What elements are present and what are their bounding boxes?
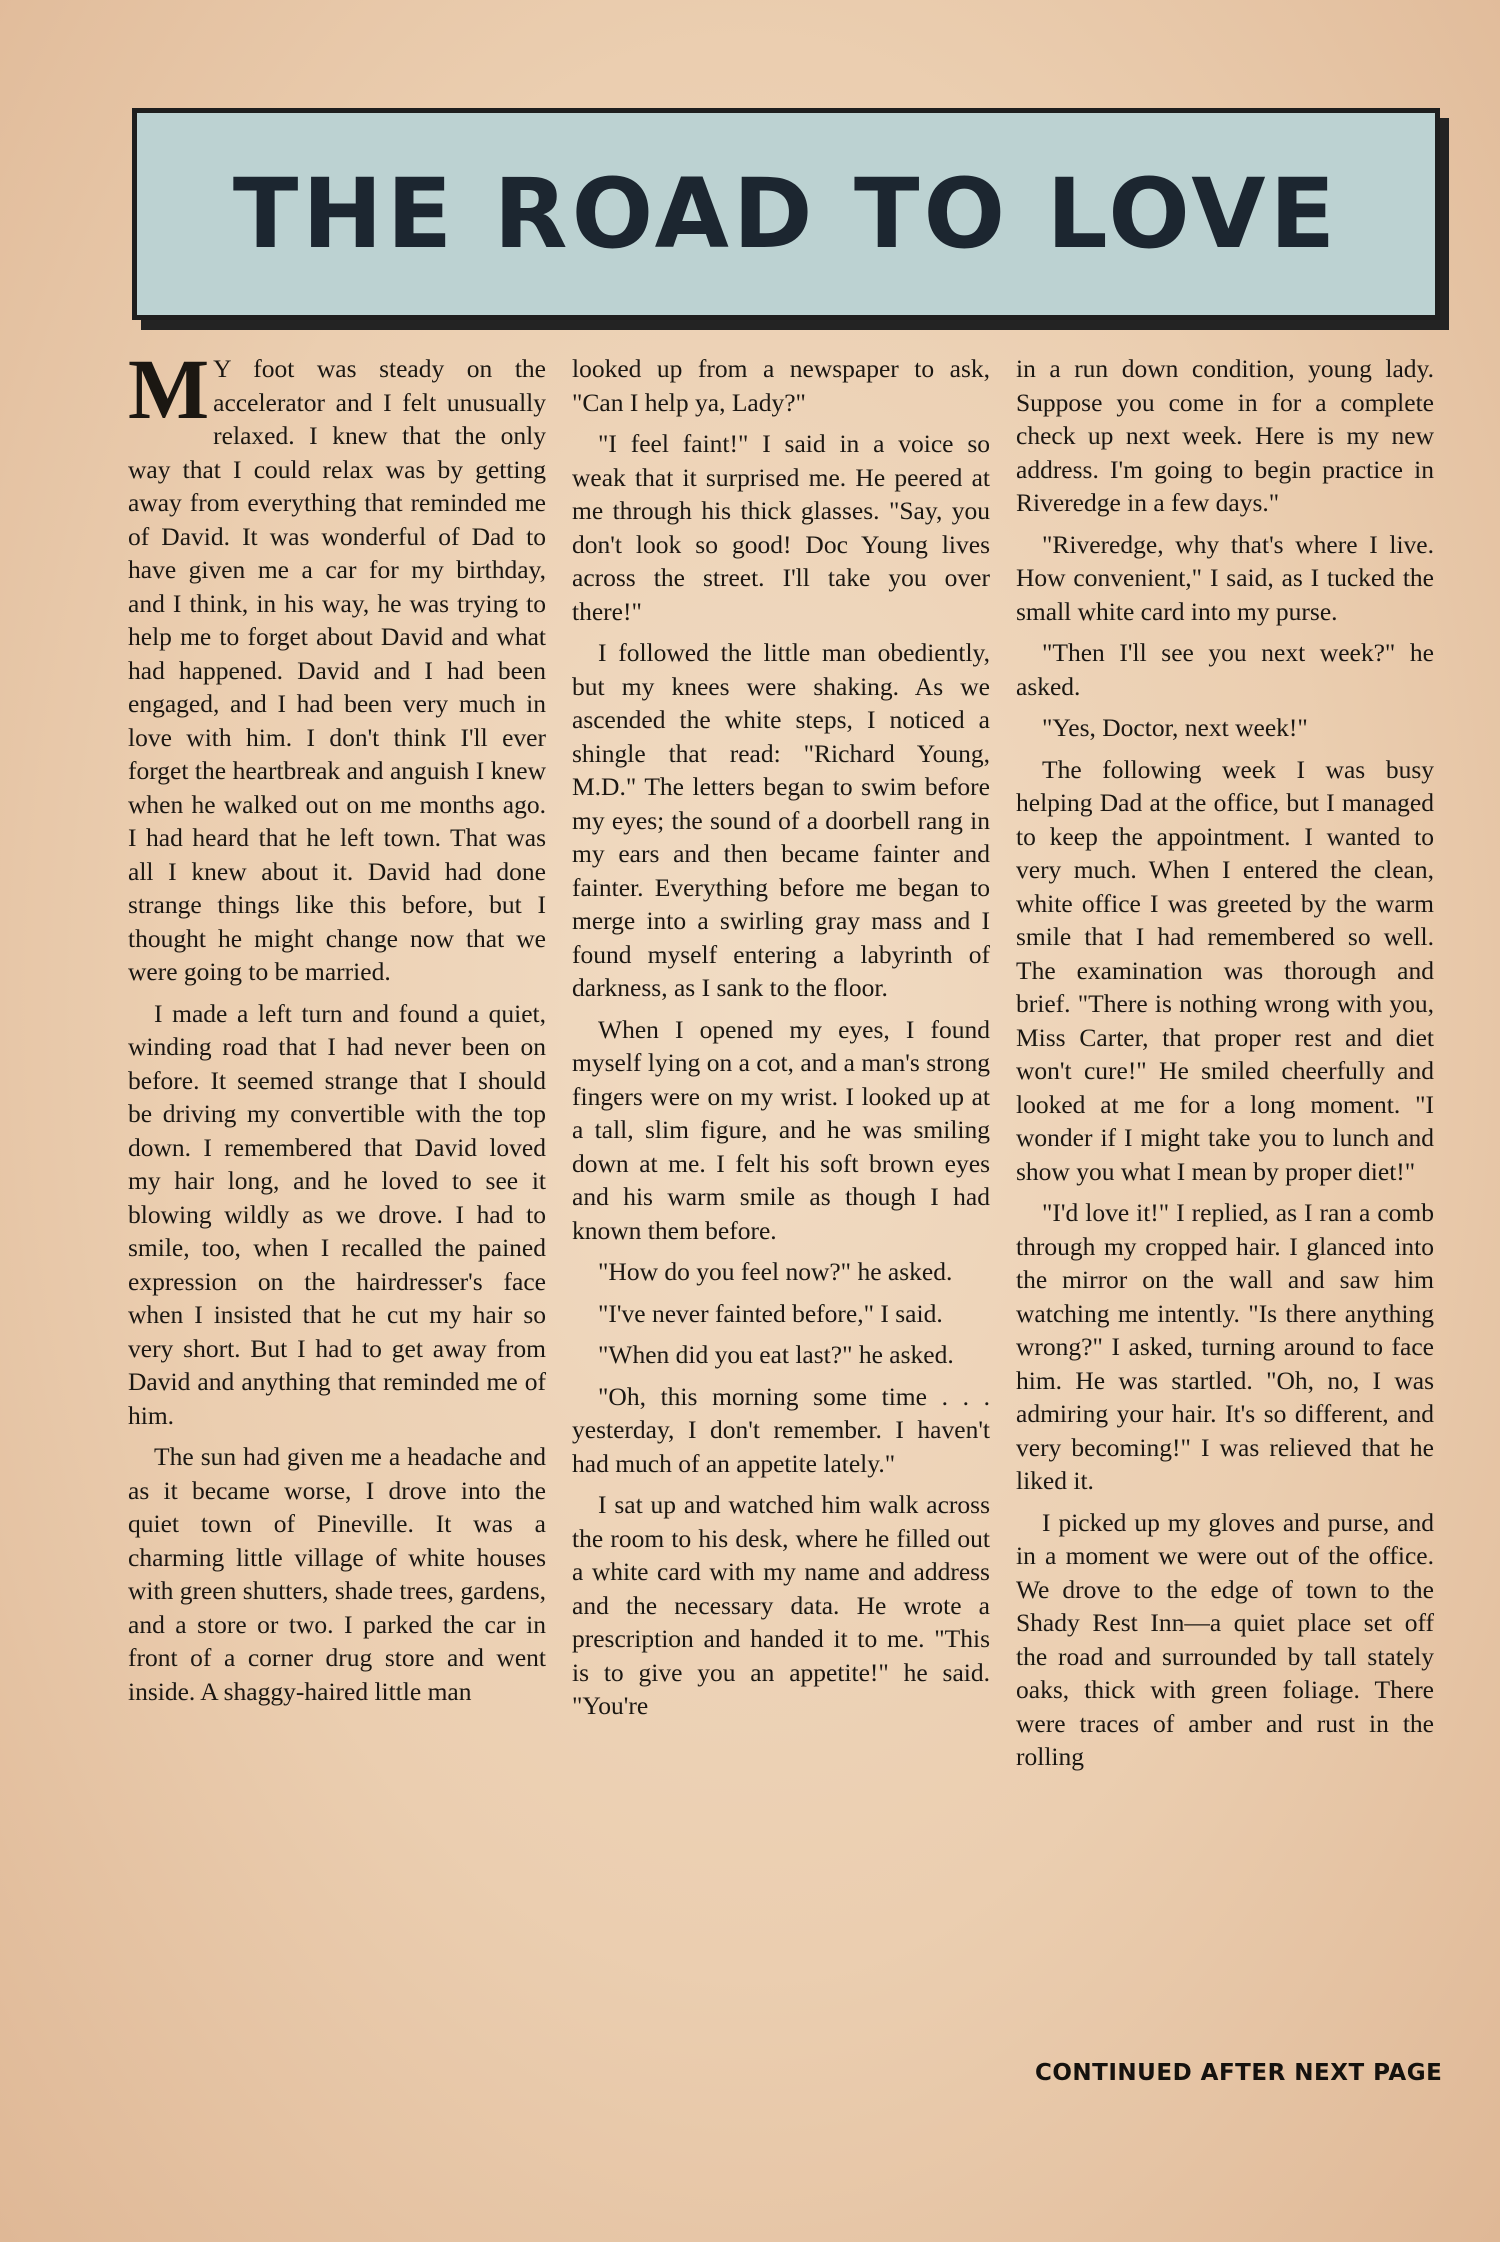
paragraph: "Then I'll see you next week?" he asked. bbox=[1016, 638, 1434, 701]
paragraph: "Oh, this morning some time . . . yesterday, I don't remember. I haven't had much of an appetite lately." bbox=[572, 1381, 990, 1478]
paragraph: "Yes, Doctor, next week!" bbox=[1042, 713, 1308, 742]
drop-cap: M bbox=[128, 341, 210, 437]
paragraph: "Riveredge, why that's where I live. How convenient," I said, as I tucked the small white card into my purse. bbox=[1016, 529, 1434, 626]
paragraph: "When did you eat last?" he asked. bbox=[598, 1340, 954, 1369]
paragraph: "I feel faint!" I said in a voice so weak that it surprised me. He peered at me through his thick glasses. "Say, you don't look so good! Doc Young lives across the street. I'll take you over there!" bbox=[572, 429, 990, 626]
story-title: THE ROAD TO LOVE bbox=[232, 158, 1340, 270]
text-column-1 bbox=[128, 341, 546, 1716]
paragraph: "I'd love it!" I replied, as I ran a comb through my cropped hair. I glanced into the mirror on the wall and saw him watching me intently. "Is there anything wrong?" I asked, turning around to face him. He was startled. "Oh, no, I was admiring your hair. It's so different, and very becoming!" I was relieved that he liked it. bbox=[1016, 1198, 1434, 1495]
text-column-3 bbox=[1016, 352, 1434, 1782]
paragraph: in a run down condition, young lady. Suppose you come in for a complete check up next week. Here is my new address. I'm going to begin practice in Riveredge in a few days." bbox=[1016, 354, 1434, 517]
paragraph: When I opened my eyes, I found myself lying on a cot, and a man's strong fingers were on my wrist. I looked up at a tall, slim figure, and he was smiling down at me. I felt his soft brown eyes and his warm smile as though I had known them before. bbox=[572, 1014, 990, 1245]
paragraph: I followed the little man obediently, but my knees were shaking. As we ascended the white steps, I noticed a shingle that read: "Richard Young, M.D." The letters began to swim before my eyes; the sound of a doorbell rang in my ears and then became fainter and fainter. Everything before me began to merge into a swirling gray mass and I found myself entering a labyrinth of darkness, as I sank to the floor. bbox=[572, 638, 990, 1002]
paragraph-text: Y foot was steady on the accelerator and I felt unusually relaxed. I knew that the only way that I could relax was by getting away from everything that reminded me of David. It was wonderful of Dad to have given me a car for my birthday, and I think, in his way, he was trying to help me to forget about David and what had happened. David and I had been engaged, and I had been very much in love with him. I don't think I'll ever forget the heartbreak and anguish I knew when he walked out on me months ago. I had heard that he left town. That was all I knew about it. David had done strange things like this before, but I thought he might change now that we were going to be married. bbox=[128, 354, 546, 986]
paragraph: I picked up my gloves and purse, and in a moment we were out of the office. We drove to the edge of town to the Shady Rest Inn—a quiet place set off the road and surrounded by tall stately oaks, thick with green foliage. There were traces of amber and rust in the rolling bbox=[1016, 1507, 1434, 1771]
paragraph bbox=[128, 341, 546, 989]
paragraph: I made a left turn and found a quiet, winding road that I had never been on before. It seemed strange that I should be driving my convertible with the top down. I remembered that David loved my hair long, and he loved to see it blowing wildly as we drove. I had to smile, too, when I recalled the pained expression on the hairdresser's face when I insisted that he cut my hair so very short. But I had to get away from David and anything that reminded me of him. bbox=[128, 998, 546, 1430]
paragraph: The following week I was busy helping Dad at the office, but I managed to keep the appointment. I wanted to very much. When I entered the clean, white office I was greeted by the warm smile that I had remembered so well. The examination was thorough and brief. "There is nothing wrong with you, Miss Carter, that proper rest and diet won't cure!" He smiled cheerfully and looked at me for a long moment. "I wonder if I might take you to lunch and show you what I mean by proper diet!" bbox=[1016, 754, 1434, 1186]
paragraph: "How do you feel now?" he asked. bbox=[598, 1257, 953, 1286]
continued-notice: CONTINUED AFTER NEXT PAGE bbox=[1035, 2060, 1443, 2086]
text-column-2 bbox=[572, 352, 990, 1731]
paragraph: "I've never fainted before," I said. bbox=[598, 1298, 943, 1328]
paragraph: looked up from a newspaper to ask, "Can I help ya, Lady?" bbox=[572, 354, 990, 417]
paragraph: I sat up and watched him walk across the room to his desk, where he filled out a white card with my name and address and the necessary data. He wrote a prescription and handed it to me. "This is to give you an appetite!" he said. "You're bbox=[572, 1490, 990, 1720]
title-banner bbox=[132, 108, 1440, 320]
paragraph: The sun had given me a headache and as it became worse, I drove into the quiet town of Pineville. It was a charming little village of white houses with green shutters, shade trees, gardens, and a store or two. I parked the car in front of a corner drug store and went inside. A shaggy-haired little man bbox=[128, 1442, 546, 1706]
